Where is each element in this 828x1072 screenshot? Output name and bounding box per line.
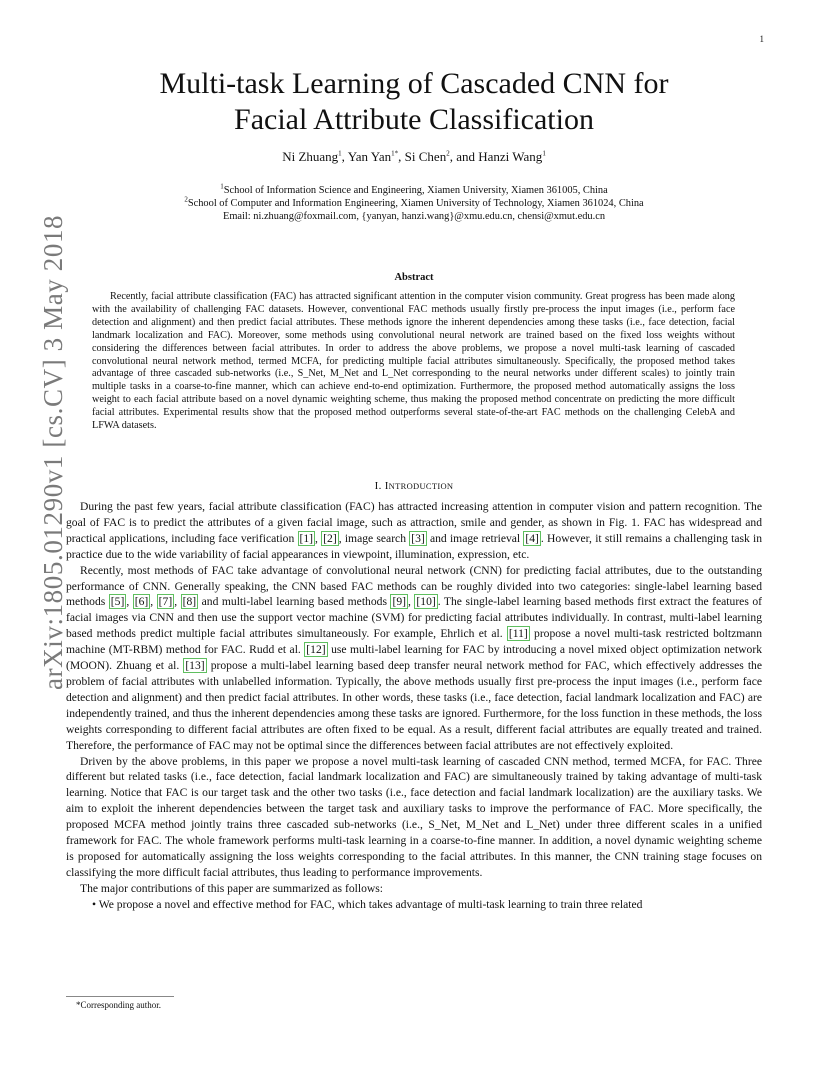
citation-link[interactable]: [5] bbox=[110, 595, 125, 609]
citation-link[interactable]: [6] bbox=[134, 595, 149, 609]
affiliation bbox=[80, 184, 748, 197]
affiliation-mark: 1 bbox=[220, 182, 224, 191]
footnote: *Corresponding author. bbox=[76, 1000, 161, 1010]
bullet-item: • We propose a novel and effective method for FAC, which takes advantage of multi-task learning to train three related bbox=[92, 897, 643, 911]
citation-link[interactable]: [4] bbox=[525, 531, 539, 545]
page-number: 1 bbox=[759, 34, 764, 44]
author-affiliation-mark: 1* bbox=[391, 149, 399, 158]
citation-link[interactable]: [13] bbox=[185, 659, 205, 673]
author-name: Yan Yan bbox=[347, 149, 392, 164]
affiliation-list bbox=[80, 184, 748, 210]
citation-link[interactable]: [2] bbox=[323, 531, 337, 545]
email-line: Email: ni.zhuang@foxmail.com, {yanyan, hanzi.wang}@xmu.edu.cn, chensi@xmut.edu.cn bbox=[222, 211, 606, 222]
author-name: Si Chen bbox=[404, 149, 447, 164]
paper-title bbox=[80, 66, 748, 138]
abstract-text: Recently, facial attribute classification (FAC) has attracted significant attention in the computer vision community. Great progress has been made along with the availability of challenging FAC datasets. However, conventional FAC methods usually firstly pre-process the input images (i.e., perform face detection and alignment) and then predict facial attributes. These methods ignore the inherent dependencies among these tasks (i.e., face detection, facial landmark localization and FAC). Moreover, some methods using convolutional neural network are trained based on the fixed loss weights without considering the differences between facial attributes. In order to address the above problems, we propose a novel multi-task learning of cascaded convolutional neural network method, termed MCFA, for predicting multiple facial attributes simultaneously. Specifically, the proposed method takes advantage of three cascaded sub-networks (i.e., S_Net, M_Net and L_Net corresponding to the neural networks under different scales) to jointly train multiple tasks in a coarse-to-fine manner, which can achieve end-to-end optimization. Furthermore, the proposed method automatically assigns the loss weight to each facial attribute based on a novel dynamic weighting scheme, thus making the proposed method concentrate on predicting the more difficult facial attributes. Experimental results show that the proposed method outperforms several state-of-the-art FAC methods on the challenging CelebA and LFWA datasets. bbox=[92, 291, 735, 432]
bullet-text: We propose a novel and effective method for FAC, which takes advantage of multi-task learning to train three related bbox=[98, 897, 643, 911]
paragraph: The major contributions of this paper are summarized as follows: bbox=[80, 881, 383, 895]
citation-link[interactable]: [12] bbox=[306, 643, 326, 657]
author-affiliation-mark: 2 bbox=[446, 149, 450, 158]
title-line-2: Facial Attribute Classification bbox=[234, 103, 594, 136]
author-name: Ni Zhuang bbox=[282, 149, 339, 164]
citation-link[interactable]: [9] bbox=[392, 595, 406, 609]
section-title: INTRODUCTION bbox=[384, 480, 454, 492]
citation-link[interactable]: [10] bbox=[416, 595, 436, 609]
paragraph: Driven by the above problems, in this paper we propose a novel multi-task learning of cascaded CNN method, termed MCFA, for FAC. Three different but related tasks (i.e., face detection, facial landmark localization and FAC) are simultaneously trained by taking advantage of multi-task learning. Notice that FAC is our target task and the other two tasks (i.e., face detection and facial landmark localization) are the auxiliary tasks. We aim to exploit the inherent dependencies between the target task and auxiliary tasks to improve the performance of FAC. More specifically, the proposed MCFA method jointly trains three cascaded sub-networks (i.e., S_Net, M_Net and L_Net) under three different scales in a unified framework for FAC. The whole framework performs multi-task learning in a coarse-to-fine manner. In addition, a novel dynamic weighting scheme is proposed for automatically assigning the loss weights corresponding to the facial attributes. In this manner, the CNN training stage focuses on classifying the more difficult facial attributes, thus leading to performance improvements. bbox=[66, 754, 762, 879]
affiliation-mark: 2 bbox=[184, 195, 188, 204]
citation-link[interactable]: [7] bbox=[158, 595, 173, 609]
citation-link[interactable]: [1] bbox=[299, 531, 314, 545]
author-affiliation-mark: 1 bbox=[338, 149, 342, 158]
paragraphs bbox=[66, 499, 762, 897]
footnote-rule bbox=[66, 996, 174, 997]
body-text bbox=[66, 499, 762, 913]
affiliation-text: School of Computer and Information Engineering, Xiamen University of Technology, Xiamen 361024, China bbox=[187, 198, 644, 209]
title-line-1: Multi-task Learning of Cascaded CNN for bbox=[159, 67, 669, 100]
abstract-heading: Abstract bbox=[394, 272, 434, 283]
citation-link[interactable]: [8] bbox=[182, 595, 197, 609]
affiliation-text: School of Information Science and Engineering, Xiamen University, Xiamen 361005, China bbox=[223, 185, 608, 196]
affiliation bbox=[80, 197, 748, 210]
author-list: Ni Zhuang$^1$, Yan Yan$^{1*}$, Si Chen$^2$, and Hanzi Wang$^1$ bbox=[282, 149, 546, 164]
citation-link[interactable]: [11] bbox=[508, 627, 528, 641]
section-heading bbox=[66, 480, 762, 492]
paragraph: During the past few years, facial attribute classification (FAC) has attracted increasing attention in computer vision and pattern recognition. The goal of FAC is to predict the attributes of a given facial image, such as attraction, smile and gender, as shown in Fig. 1. FAC has widespread and practical applications, including face verification [1] , [2] , image search [3] and image retrieval [4] . However, it still remains a challenging task in practice due to the wide variability of facial appearances in viewpoint, illumination, expression, etc. bbox=[66, 500, 763, 561]
citation-link[interactable]: [3] bbox=[411, 531, 425, 545]
paragraph: Recently, most methods of FAC take advantage of convolutional neural network (CNN) for predicting facial attributes, due to the outstanding performance of CNN. Generally speaking, the CNN based FAC methods can be roughly divided into two categories: single-label learning based methods [5] , [6] , [7] , [8] and multi-label learning based methods [9] , [10] . The single-label learning based methods first extract the features of facial images via CNN and then use the support vector machine (SVM) for predicting facial attributes individually. In contrast, multi-label learning based methods predict multiple facial attributes simultaneously. For example, Ehrlich et al. [11] propose a novel multi-task restricted boltzmann machine (MT-RBM) method for FAC. Rudd et al. [12] use multi-label learning for FAC by introducing a novel mixed object optimization network (MOON). Zhuang et al. [13] propose a multi-label learning based deep transfer neural network method for FAC, which effectively addresses the problem of facial attributes with unlabelled information. Typically, the above methods usually first pre-process the input images (i.e., perform face detection and alignment) and then predict facial attributes. In other words, these tasks (i.e., face detection, facial landmark localization and FAC) are independently trained, and thus the inherent dependencies among these tasks are ignored. Furthermore, for the loss function in these methods, the loss weights corresponding to different facial attributes are often fixed to be equal. As a result, different facial attributes are equally treated and trained. Therefore, the performance of FAC may not be optimal since the differences between facial attributes are not effectively exploited. bbox=[66, 563, 763, 752]
author-name: Hanzi Wang bbox=[478, 149, 543, 164]
section-number: I. bbox=[374, 480, 382, 492]
arxiv-identifier: arXiv:1805.01290v1 [cs.CV] 3 May 2018 bbox=[38, 214, 68, 690]
author-affiliation-mark: 1 bbox=[542, 149, 546, 158]
affiliations bbox=[80, 184, 748, 223]
